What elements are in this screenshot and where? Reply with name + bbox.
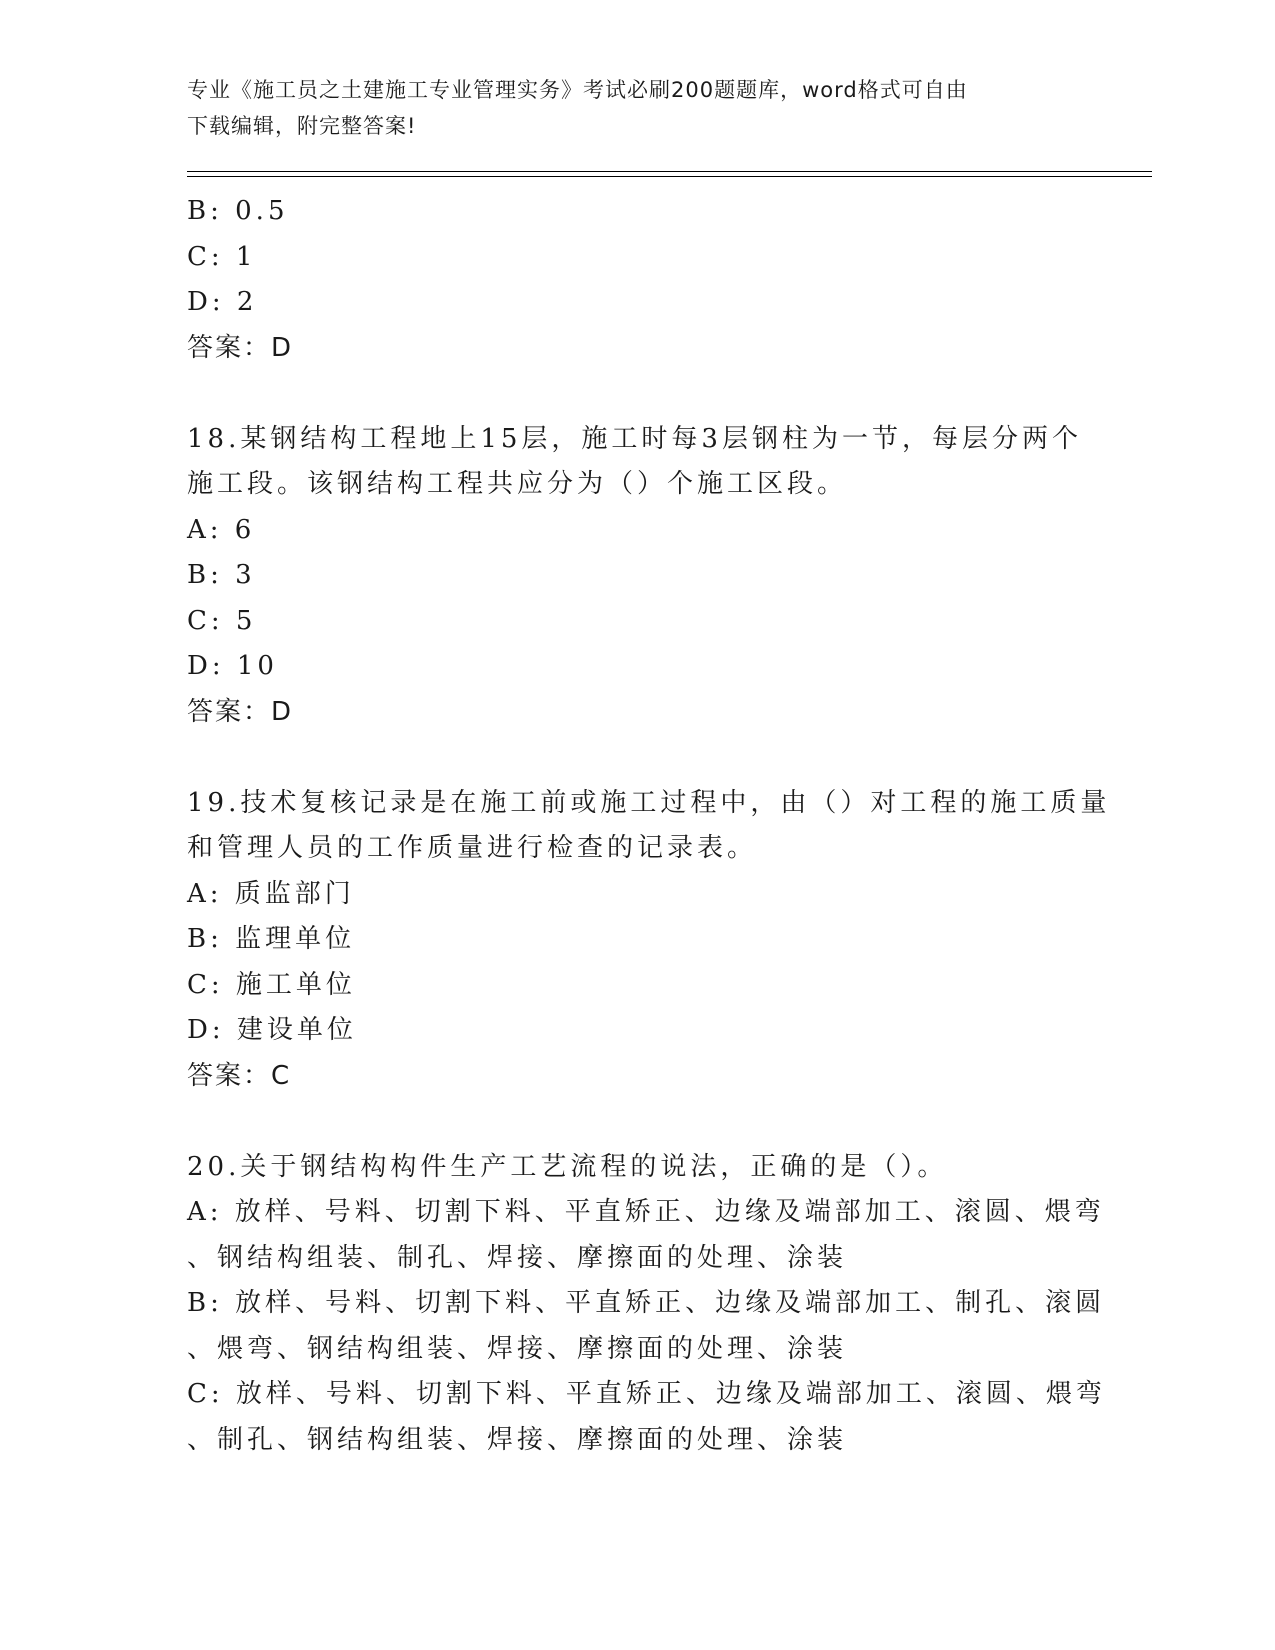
question-stem-line: 19.技术复核记录是在施工前或施工过程中，由（）对工程的施工质量 [187,787,1111,818]
question-20 [187,1145,1106,1464]
option-a-line: A: 放样、号料、切割下料、平直矫正、边缘及端部加工、滚圆、煨弯 [187,1197,1105,1227]
option-c: C: 1 [187,241,257,272]
option-a: A: 6 [187,514,256,545]
answer: 答案：C [187,1060,292,1091]
answer: 答案：D [187,696,294,727]
option-b-line: 、煨弯、钢结构组装、焊接、摩擦面的处理、涂装 [187,1333,848,1364]
header-line-1: 专业《施工员之土建施工专业管理实务》考试必刷200题题库，word格式可自由 [187,78,968,102]
question-stem-line: 施工段。该钢结构工程共应分为（）个施工区段。 [187,469,848,499]
header-divider-top [187,171,1152,172]
option-c-line: 、制孔、钢结构组装、焊接、摩擦面的处理、涂装 [187,1424,848,1455]
option-c: C: 5 [187,605,257,636]
option-d: D: 10 [187,651,278,681]
option-b: B: 0.5 [187,196,289,226]
question-18 [187,417,1087,736]
document-body [187,189,1111,1463]
option-a: A: 质监部门 [187,878,355,909]
option-b: B: 3 [187,560,256,590]
question-19 [187,781,1111,1100]
question-17-continued [187,189,1087,371]
option-d: D: 2 [187,287,258,317]
spacer [187,371,1087,417]
option-c: C: 施工单位 [187,969,356,1000]
option-b-line: B: 放样、号料、切割下料、平直矫正、边缘及端部加工、制孔、滚圆 [187,1288,1106,1318]
question-stem-line: 和管理人员的工作质量进行检查的记录表。 [187,833,758,863]
option-d: D: 建设单位 [187,1015,357,1045]
option-a-line: 、钢结构组装、制孔、焊接、摩擦面的处理、涂装 [187,1242,848,1273]
spacer [187,735,1087,781]
question-stem-line: 18.某钢结构工程地上15层，施工时每3层钢柱为一节，每层分两个 [187,423,1082,454]
header-divider-bottom [187,176,1152,177]
document-header [187,72,1087,144]
question-stem-line: 20.关于钢结构构件生产工艺流程的说法，正确的是（）。 [187,1151,948,1182]
header-line-2: 下载编辑，附完整答案! [187,114,417,138]
option-b: B: 监理单位 [187,924,356,954]
answer: 答案：D [187,332,294,363]
spacer [187,1099,1087,1145]
option-c-line: C: 放样、号料、切割下料、平直矫正、边缘及端部加工、滚圆、煨弯 [187,1379,1106,1409]
